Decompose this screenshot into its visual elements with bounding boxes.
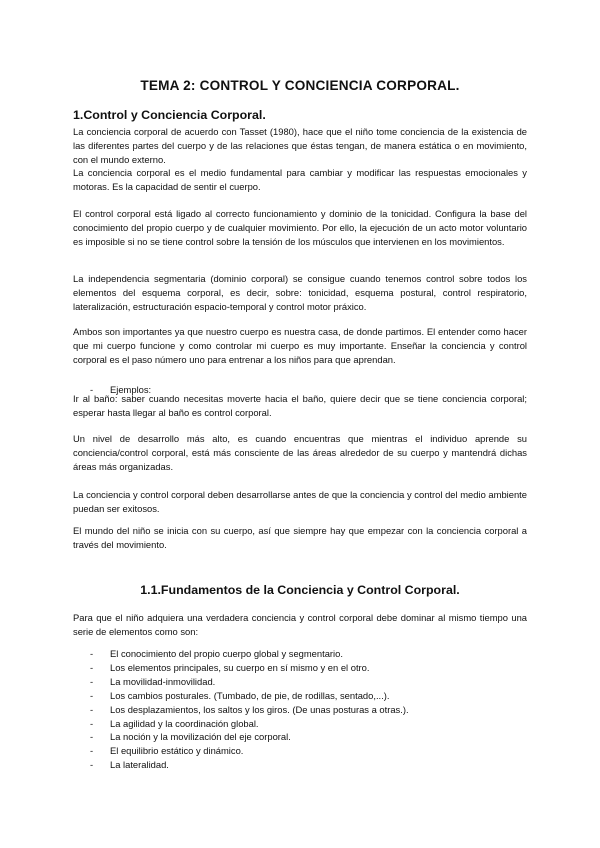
fundamentos-list	[73, 647, 533, 772]
list-item: - La lateralidad.	[73, 758, 533, 772]
paragraph-control-corporal: El control corporal está ligado al correcto funcionamiento y dominio de la tonicidad. Configura la base del conocimiento del propio cuerpo y de cualquier movimiento. Por ello, la ejecución de un acto motor voluntario es imposible si no se tiene control sobre la tensión de los músculos que intervienen en los movimientos.	[73, 208, 527, 247]
paragraph-medio-ambiente: La conciencia y control corporal deben desarrollarse antes de que la conciencia y control del medio ambiente puedan ser exitosos.	[73, 489, 527, 514]
paragraph-nivel-desarrollo: Un nivel de desarrollo más alto, es cuando encuentras que mientras el individuo aprende su conciencia/control corporal, está más consciente de las áreas alrededor de su cuerpo y mantendrá dichas áreas más organizadas.	[73, 433, 527, 472]
paragraph-ejemplo-bano: Ir al baño: saber cuando necesitas moverte hacia el baño, quiere decir que se tiene conciencia corporal; esperar hasta llegar al baño es control corporal.	[73, 393, 527, 418]
section-heading-fundamentos: 1.1.Fundamentos de la Conciencia y Control Corporal.	[140, 583, 460, 597]
list-item: - La agilidad y la coordinación global.	[73, 717, 533, 731]
paragraph-fundamentos-intro: Para que el niño adquiera una verdadera conciencia y control corporal debe dominar al mismo tiempo una serie de elementos como son:	[73, 612, 527, 637]
paragraph-mundo-nino: El mundo del niño se inicia con su cuerpo, así que siempre hay que empezar con la conciencia corporal a través del movimiento.	[73, 525, 527, 550]
list-item: - Los cambios posturales. (Tumbado, de pie, de rodillas, sentado,...).	[73, 689, 533, 703]
paragraph-ambos-importantes: Ambos son importantes ya que nuestro cuerpo es nuestra casa, de donde partimos. El entender como hacer que mi cuerpo funcione y como controlar mi cuerpo es muy importante. Enseñar la conciencia y control corporal es el paso número uno para entrenar a los niños para que aprendan.	[73, 326, 527, 365]
bullet-dash: -	[90, 384, 94, 395]
list-item: - Los elementos principales, su cuerpo en sí mismo y en el otro.	[73, 661, 533, 675]
section-heading-control-conciencia: 1.Control y Conciencia Corporal.	[73, 108, 266, 122]
examples-label-text: Ejemplos:	[110, 384, 152, 395]
document-title: TEMA 2: CONTROL Y CONCIENCIA CORPORAL.	[140, 78, 460, 93]
list-item: - La noción y la movilización del eje corporal.	[73, 730, 533, 744]
list-item: - El conocimiento del propio cuerpo global y segmentario.	[73, 647, 533, 661]
paragraph-tasset-definition: La conciencia corporal de acuerdo con Tasset (1980), hace que el niño tome conciencia de la existencia de las diferentes partes del cuerpo y de las relaciones que éstas tengan, de manera estática o en movimiento, con el mundo externo.	[73, 126, 527, 165]
paragraph-conciencia-medio: La conciencia corporal es el medio fundamental para cambiar y modificar las respuestas emocionales y motoras. Es la capacidad de sentir el cuerpo.	[73, 167, 527, 192]
paragraph-independencia-segmentaria: La independencia segmentaria (dominio corporal) se consigue cuando tenemos control sobre todos los elementos del esquema corporal, es decir, sobre: tonicidad, esquema postural, control respiratorio, lateralización, estructuración espacio-temporal y control motor práxico.	[73, 273, 527, 312]
list-item: - La movilidad-inmovilidad.	[73, 675, 533, 689]
list-item: - El equilibrio estático y dinámico.	[73, 744, 533, 758]
list-item: - Los desplazamientos, los saltos y los giros. (De unas posturas a otras.).	[73, 703, 533, 717]
